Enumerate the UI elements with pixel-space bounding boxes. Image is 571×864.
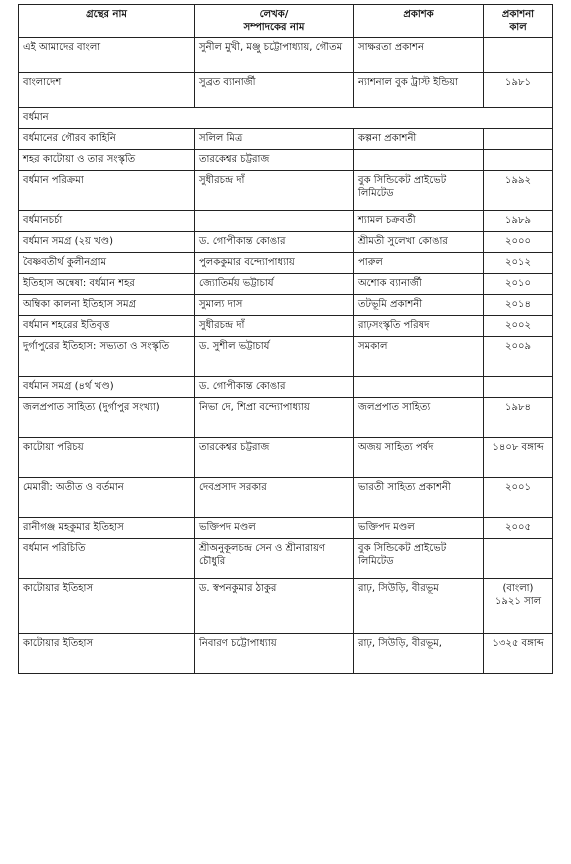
cell-publisher: কল্পনা প্রকাশনী [354, 129, 484, 150]
cell-title: বর্ধমানের গৌরব কাহিনি [19, 129, 195, 150]
table-row [19, 150, 553, 171]
cell-year: ১৯৮৪ [484, 398, 553, 438]
cell-year [484, 539, 553, 579]
cell-publisher: শ্রীমতী সুলেখা কোঙার [354, 232, 484, 253]
cell-publisher [354, 150, 484, 171]
cell-title: বর্ধমান সমগ্র (২য় খণ্ড) [19, 232, 195, 253]
header-publisher: প্রকাশক [354, 5, 484, 38]
table-row [19, 316, 553, 337]
cell-year: ১৯৮৯ [484, 211, 553, 232]
section-heading: বর্ধমান [19, 108, 553, 129]
cell-title: এই আমাদের বাংলা [19, 38, 195, 73]
table-row [19, 73, 553, 108]
cell-publisher: ন্যাশনাল বুক ট্রাস্ট ইন্ডিয়া [354, 73, 484, 108]
cell-year [484, 150, 553, 171]
cell-title: রানীগঞ্জ মহকুমার ইতিহাস [19, 518, 195, 539]
cell-publisher: তটভূমি প্রকাশনী [354, 295, 484, 316]
cell-year: ১৩২৫ বঙ্গাব্দ [484, 634, 553, 674]
cell-publisher: পারুল [354, 253, 484, 274]
table-body [19, 38, 553, 674]
cell-publisher: রাঢ়, সিউড়ি, বীরভূম, [354, 634, 484, 674]
cell-title: বর্ধমান সমগ্র (৪র্থ খণ্ড) [19, 377, 195, 398]
cell-title: বর্ধমান শহরের ইতিবৃত্ত [19, 316, 195, 337]
cell-title: অম্বিকা কালনা ইতিহাস সমগ্র [19, 295, 195, 316]
cell-title: কাটোয়ার ইতিহাস [19, 579, 195, 634]
table-row [19, 232, 553, 253]
cell-author: ড. গোপীকান্ত কোঙার [195, 377, 354, 398]
cell-title: কাটোয়া পরিচয় [19, 438, 195, 478]
cell-publisher: রাঢ়, সিউড়ি, বীরভূম [354, 579, 484, 634]
cell-year: ২০০২ [484, 316, 553, 337]
table-header-row [19, 5, 553, 38]
table-row [19, 377, 553, 398]
table-row [19, 438, 553, 478]
cell-author: তারকেশ্বর চট্টরাজ [195, 438, 354, 478]
cell-year: ২০১০ [484, 274, 553, 295]
cell-author [195, 211, 354, 232]
cell-year: ২০০৯ [484, 337, 553, 377]
cell-author: জ্যোতির্ময় ভট্টাচার্য [195, 274, 354, 295]
table-row [19, 295, 553, 316]
cell-author: সুধীরচন্দ্র দাঁ [195, 316, 354, 337]
cell-year: ২০০১ [484, 478, 553, 518]
cell-author: সুধীরচন্দ্র দাঁ [195, 171, 354, 211]
cell-title: বৈষ্ণবতীর্থ কুলীনগ্রাম [19, 253, 195, 274]
table-row [19, 171, 553, 211]
cell-author: সলিল মিত্র [195, 129, 354, 150]
cell-title: দুর্গাপুরের ইতিহাস: সভ্যতা ও সংস্কৃতি [19, 337, 195, 377]
table-row [19, 579, 553, 634]
cell-author: তারকেশ্বর চট্টরাজ [195, 150, 354, 171]
cell-title: কাটোয়ার ইতিহাস [19, 634, 195, 674]
cell-publisher: সাক্ষরতা প্রকাশন [354, 38, 484, 73]
cell-title: বাংলাদেশ [19, 73, 195, 108]
cell-year: ২০১৪ [484, 295, 553, 316]
section-row [19, 108, 553, 129]
cell-publisher: সমকাল [354, 337, 484, 377]
cell-year: ১৯৮১ [484, 73, 553, 108]
cell-publisher: জলপ্রপাত সাহিত্য [354, 398, 484, 438]
cell-author: নিভা দে, শিপ্রা বন্দ্যোপাধ্যায় [195, 398, 354, 438]
table-row [19, 129, 553, 150]
cell-year: ২০০৫ [484, 518, 553, 539]
cell-author: ড. সুশীল ভট্টাচার্য [195, 337, 354, 377]
cell-year [484, 129, 553, 150]
cell-author: ভক্তিপদ মণ্ডল [195, 518, 354, 539]
table-row [19, 38, 553, 73]
cell-author: শ্রীঅনুকূলচন্দ্র সেন ও শ্রীনারায়ণ চৌধুরি [195, 539, 354, 579]
cell-author: সুমাল্য দাস [195, 295, 354, 316]
cell-publisher: অজয় সাহিত্য পর্ষদ [354, 438, 484, 478]
cell-title: শহর কাটোয়া ও তার সংস্কৃতি [19, 150, 195, 171]
cell-publisher: বুক সিন্ডিকেট প্রাইভেট লিমিটেড [354, 171, 484, 211]
table-row [19, 539, 553, 579]
cell-author: পুলককুমার বন্দ্যোপাধ্যায় [195, 253, 354, 274]
table-row [19, 253, 553, 274]
cell-title: মেমারী: অতীত ও বর্তমান [19, 478, 195, 518]
cell-year [484, 38, 553, 73]
cell-title: বর্ধমান পরিচিতি [19, 539, 195, 579]
table-row [19, 478, 553, 518]
cell-title: ইতিহাস অন্বেষা: বর্ধমান শহর [19, 274, 195, 295]
cell-publisher [354, 377, 484, 398]
cell-year [484, 377, 553, 398]
cell-author: ড. গোপীকান্ত কোঙার [195, 232, 354, 253]
table-row [19, 274, 553, 295]
bibliography-document [18, 4, 553, 674]
cell-year: ২০১২ [484, 253, 553, 274]
cell-publisher: ভক্তিপদ মণ্ডল [354, 518, 484, 539]
cell-author: দেবপ্রসাদ সরকার [195, 478, 354, 518]
cell-author: নিবারণ চট্টোপাধ্যায় [195, 634, 354, 674]
cell-title: বর্ধমান পরিক্রমা [19, 171, 195, 211]
cell-title: জলপ্রপাত সাহিত্য (দুর্গাপুর সংখ্যা) [19, 398, 195, 438]
header-year: প্রকাশনা কাল [484, 5, 553, 38]
cell-publisher: ভারতী সাহিত্য প্রকাশনী [354, 478, 484, 518]
header-title: গ্রন্থের নাম [19, 5, 195, 38]
cell-year: ২০০০ [484, 232, 553, 253]
cell-title: বর্ধমানচর্চা [19, 211, 195, 232]
table-row [19, 398, 553, 438]
table-row [19, 337, 553, 377]
table-row [19, 518, 553, 539]
table-row [19, 211, 553, 232]
cell-year: (বাংলা) ১৯২১ সাল [484, 579, 553, 634]
cell-author: ড. স্বপনকুমার ঠাকুর [195, 579, 354, 634]
book-list-table [18, 4, 553, 674]
header-author: লেখক/ সম্পাদকের নাম [195, 5, 354, 38]
cell-author: সুনীল মুখী, মঞ্জু চট্টোপাধ্যায়, গৌতম [195, 38, 354, 73]
cell-publisher: বুক সিন্ডিকেট প্রাইভেট লিমিটেড [354, 539, 484, 579]
table-row [19, 634, 553, 674]
cell-publisher: রাঢ়সংস্কৃতি পরিষদ [354, 316, 484, 337]
cell-publisher: শ্যামল চক্রবর্তী [354, 211, 484, 232]
cell-author: সুব্রত ব্যানার্জী [195, 73, 354, 108]
cell-year: ১৯৯২ [484, 171, 553, 211]
cell-publisher: অশোক ব্যানার্জী [354, 274, 484, 295]
cell-year: ১৪০৮ বঙ্গাব্দ [484, 438, 553, 478]
